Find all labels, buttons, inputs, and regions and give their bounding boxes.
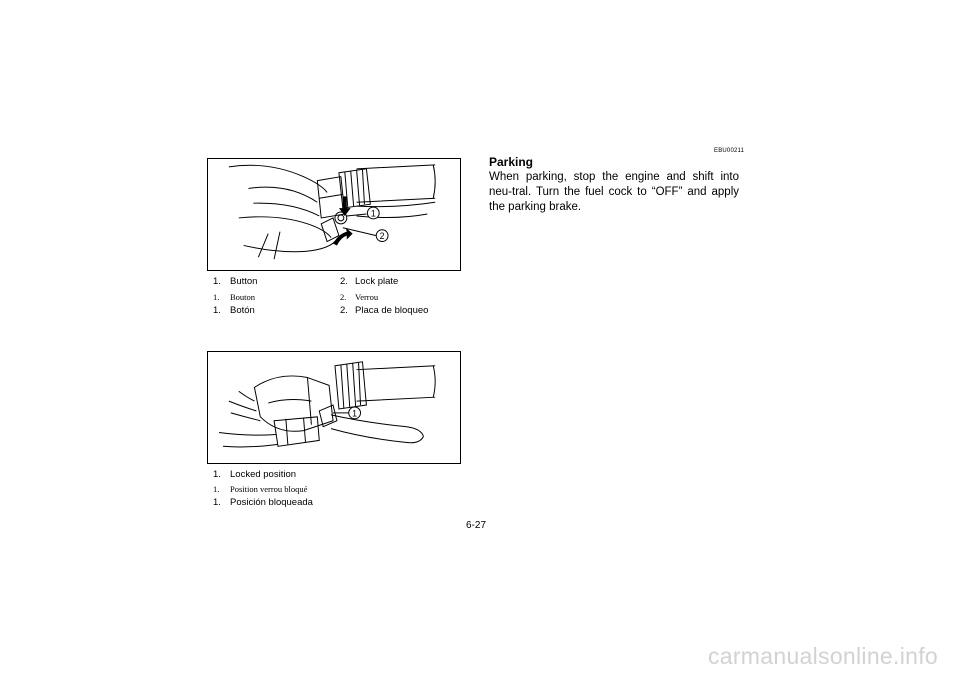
caption-en-2-text: Lock plate — [355, 276, 399, 287]
caption-es-1-num: 1. — [213, 305, 221, 316]
caption2-fr-num: 1. — [213, 484, 220, 494]
caption2-en-num: 1. — [213, 469, 221, 480]
caption2-es-text: Posición bloqueada — [230, 497, 313, 508]
caption-fr-2-num: 2. — [340, 292, 347, 302]
caption2-es-num: 1. — [213, 497, 221, 508]
caption-fr-1-num: 1. — [213, 292, 220, 302]
watermark: carmanualsonline.info — [707, 643, 938, 669]
illustration-lever-locked — [208, 352, 460, 463]
figure-locked-position — [207, 351, 461, 464]
section-body: When parking, stop the engine and shift into neu-tral. Turn the fuel cock to “OFF” and apply the parking brake. — [489, 171, 739, 213]
caption2-en-text: Locked position — [230, 469, 297, 480]
caption-en-2-num: 2. — [340, 276, 348, 287]
callout-1: 1 — [352, 408, 358, 419]
caption-en-1-num: 1. — [213, 276, 221, 287]
caption-es-1-text: Botón — [230, 305, 255, 316]
callout-2: 2 — [379, 231, 385, 242]
section-code: EBU00211 — [714, 148, 745, 154]
caption-fr-2-text: Verrou — [355, 292, 379, 302]
caption-es-2-num: 2. — [340, 305, 348, 316]
section-title: Parking — [489, 155, 534, 169]
caption-fr-1-text: Bouton — [230, 292, 256, 302]
page-number: 6-27 — [466, 520, 487, 531]
caption-en-1-text: Button — [230, 276, 258, 287]
illustration-hand-brake-lever — [208, 159, 460, 270]
caption-es-2-text: Placa de bloqueo — [355, 305, 429, 316]
figure-button-lock-plate — [207, 158, 461, 271]
callout-1: 1 — [370, 208, 376, 219]
caption2-fr-text: Position verrou bloqué — [230, 484, 308, 494]
